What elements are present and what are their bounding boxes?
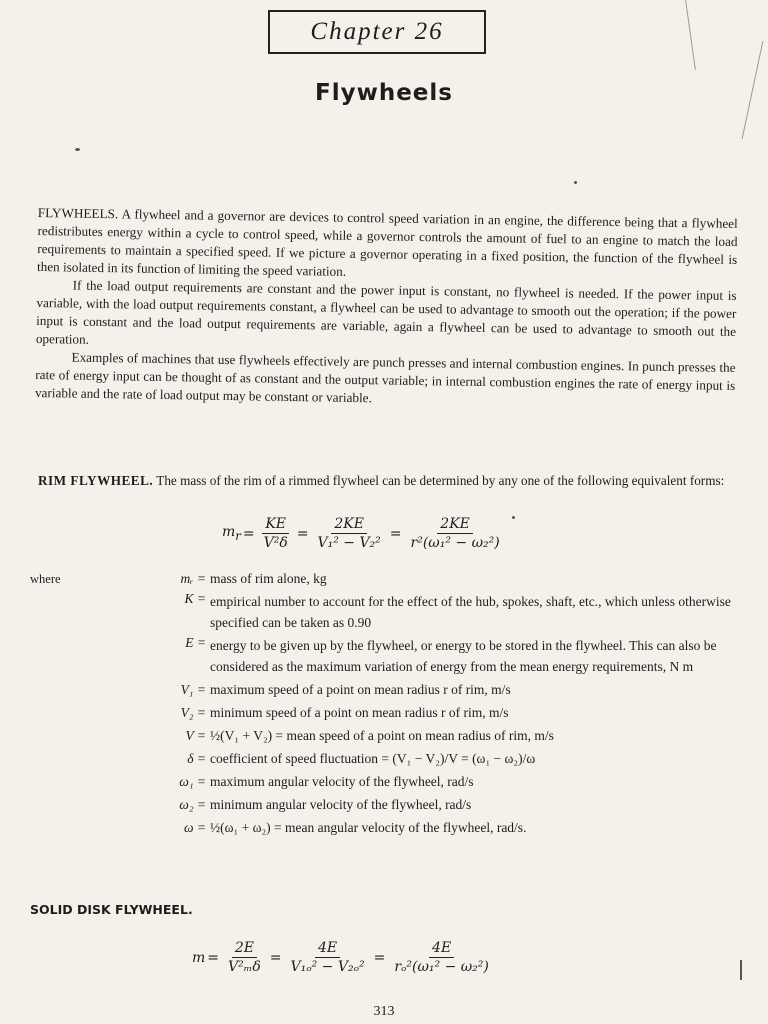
solid-formula-lhs: m xyxy=(192,949,206,966)
intro-section xyxy=(35,204,738,413)
definitions-list xyxy=(30,568,750,840)
definition-symbol: E = xyxy=(185,635,206,650)
intro-paragraph-1: FLYWHEELS. A flywheel and a governor are devices to control speed variation in an engine, the difference being that a flywheel redistributes energy within a cycle to control speed, while a governor controls the amount of fuel to an engine to match the load requirements to maintain a specified speed. If we picture a governor operating in a fixed position, the function of the flywheel is then isolated in its function of limiting the speed variation. xyxy=(36,204,738,279)
definition-row xyxy=(30,679,750,702)
scan-speck xyxy=(512,516,515,519)
definition-symbol: V₂ = xyxy=(180,705,206,720)
definition-text: ½(V₁ + V₂) = mean speed of a point on mean radius of rim, m/s xyxy=(210,728,554,743)
definition-row xyxy=(30,702,750,725)
definition-symbol: ω₂ = xyxy=(179,797,206,812)
scan-edge-mark xyxy=(685,0,696,69)
definition-row xyxy=(30,748,750,771)
definition-symbol: ω₁ = xyxy=(179,774,206,789)
where-label: where xyxy=(30,572,61,586)
chapter-title: Flywheels xyxy=(315,80,453,106)
scan-speck xyxy=(75,148,80,151)
definition-symbol: mᵣ = xyxy=(180,571,206,586)
intro-paragraph-3: Examples of machines that use flywheels effectively are punch presses and internal combustion engines. In punch presses the rate of energy input can be thought of as constant and the output variable; in internal combustion engines the rate of energy input is variable and the rate of load output may be constant or variable. xyxy=(34,349,736,406)
chapter-label: Chapter 26 xyxy=(310,18,444,45)
scan-speck xyxy=(574,181,577,184)
rim-fraction-3: $\frac{2KE}{\text{r²(ω₁² − ω₂²)}}$ xyxy=(410,516,500,551)
definition-row xyxy=(30,771,750,794)
definition-row xyxy=(30,591,750,635)
solid-fraction-3: $\frac{4E}{\text{rₒ²(ω₁² − ω₂²)}}$ xyxy=(394,940,489,975)
solid-disk-heading: SOLID DISK FLYWHEEL. xyxy=(30,902,193,917)
rim-text: The mass of the rim of a rimmed flywheel can be determined by any one of the following equivalent forms: xyxy=(156,473,725,488)
definition-text: minimum angular velocity of the flywheel, rad/s xyxy=(210,797,472,812)
page-number: 313 xyxy=(373,1004,395,1019)
equals-sign: = xyxy=(207,949,220,966)
definition-symbol: V = xyxy=(185,728,206,743)
intro-paragraph-2: If the load output requirements are constant and the power input is constant, no flywheel is needed. If the power input is variable, with the load output requirements constant, a flywheel can be used to advantage to smooth out the operation; if the power input is constant and the load output requirements are variable, again a flywheel can be used to advantage to smooth out the operation. xyxy=(35,277,737,347)
solid-disk-mass-formula xyxy=(192,940,496,975)
rim-formula-lhs: $m_r$ xyxy=(222,524,241,543)
definition-symbol: V₁ = xyxy=(180,682,206,697)
definition-row xyxy=(30,725,750,748)
definition-row xyxy=(30,794,750,817)
definition-symbol: ω = xyxy=(183,820,206,835)
definition-text: empirical number to account for the effect of the hub, spokes, shaft, etc., which unless otherwise specified can be taken as 0.90 xyxy=(210,594,731,630)
rim-heading: RIM FLYWHEEL. xyxy=(38,473,154,488)
definition-text: mass of rim alone, kg xyxy=(210,571,327,586)
definition-row xyxy=(30,817,750,840)
definition-text: energy to be given up by the flywheel, or energy to be stored in the flywheel. This can also be considered as the maximum variation of energy from the mean energy requirements, N m xyxy=(210,638,717,674)
equals-sign: = xyxy=(242,525,255,542)
definition-text: maximum speed of a point on mean radius r of rim, m/s xyxy=(210,682,511,697)
definition-text: coefficient of speed fluctuation = (V₁ − V₂)/V = (ω₁ − ω₂)/ω xyxy=(210,751,536,766)
chapter-label-box xyxy=(268,10,486,54)
scan-speck xyxy=(740,960,742,980)
definition-text: ½(ω₁ + ω₂) = mean angular velocity of the flywheel, rad/s. xyxy=(210,820,527,835)
rim-fraction-1: $\frac{KE}{\text{V²δ}}$ xyxy=(263,516,288,551)
definition-text: minimum speed of a point on mean radius r of rim, m/s xyxy=(210,705,509,720)
solid-fraction-2: $\frac{4E}{\text{V₁ₒ² − V₂ₒ²}}$ xyxy=(290,940,365,975)
rim-paragraph xyxy=(38,472,738,490)
definition-text: maximum angular velocity of the flywheel, rad/s xyxy=(210,774,474,789)
equals-sign: = xyxy=(296,525,309,542)
definition-symbol: δ = xyxy=(187,751,206,766)
rim-fraction-2: $\frac{2KE}{\text{V₁² − V₂²}}$ xyxy=(317,516,381,551)
definition-row xyxy=(30,568,750,591)
rim-flywheel-section xyxy=(38,472,738,490)
definition-row xyxy=(30,635,750,679)
equals-sign: = xyxy=(389,525,402,542)
equals-sign: = xyxy=(373,949,386,966)
equals-sign: = xyxy=(269,949,282,966)
rim-mass-formula xyxy=(222,516,507,551)
solid-fraction-1: $\frac{2E}{\text{V²ₘδ}}$ xyxy=(228,940,261,975)
definition-symbol: K = xyxy=(184,591,206,606)
